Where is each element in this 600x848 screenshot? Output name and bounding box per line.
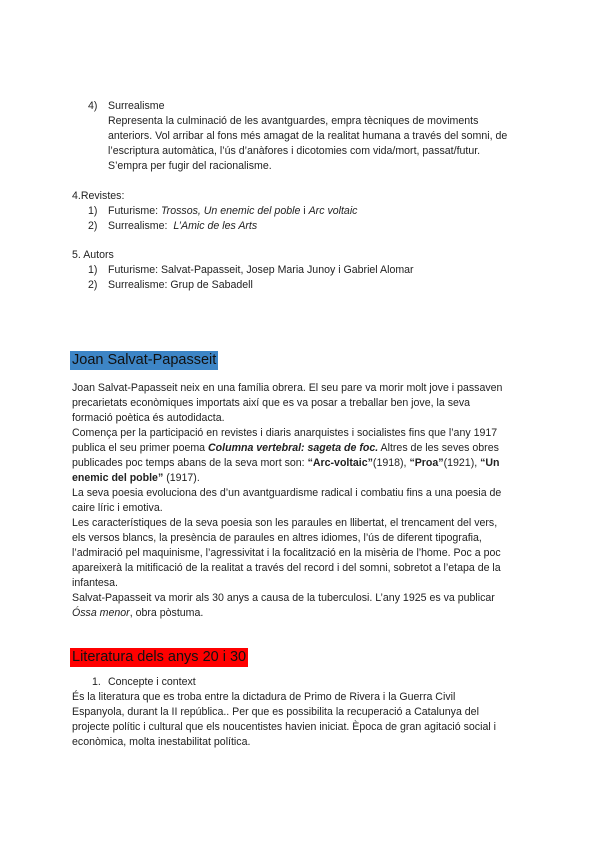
list-number: 1) — [88, 264, 98, 276]
paragraph-line: publicades poc temps abans de la seva mort son: “Arc-voltaic”(1918), “Proa”(1921), “Un — [72, 457, 500, 469]
paragraph-line: infantesa. — [72, 577, 118, 589]
paragraph-line: precarietats econòmiques importats així que es va posar a treballar ben jove, la seva — [72, 397, 471, 409]
section-heading: 5. Autors — [72, 249, 114, 261]
list-number: 4) — [88, 100, 98, 112]
paragraph-line: Espanyola, durant la II república.. Per que es possibilita la recuperació a Catalunya del — [72, 706, 479, 718]
list-number: 1) — [88, 205, 98, 217]
paragraph-line: caire líric i emotiva. — [72, 502, 163, 514]
list-number: 2) — [88, 220, 98, 232]
paragraph-line: publica el seu primer poema Columna vertebral: sageta de foc. Altres de les seves obres — [72, 442, 499, 454]
paragraph-line: S’empra per fugir del racionalisme. — [108, 160, 272, 172]
list-item: Futurisme: Salvat-Papasseit, Josep Maria Junoy i Gabriel Alomar — [108, 264, 414, 276]
paragraph-line: Salvat-Papasseit va morir als 30 anys a causa de la tuberculosi. L’any 1925 es va publicar — [72, 592, 495, 604]
paragraph-line: apareixerà la mitificació de la realitat a través del record i del somni, sobretot a l’etapa de la — [72, 562, 501, 574]
section-heading-highlighted: Joan Salvat-Papasseit — [72, 352, 217, 368]
paragraph-line: l’admiració pel maquinisme, l’agressivitat i la focalització en la misèria de l’home. Poc a poc — [72, 547, 501, 559]
list-item: Futurisme: Trossos, Un enemic del poble i Arc voltaic — [108, 205, 358, 217]
paragraph-line: La seva poesia evoluciona des d’un avantguardisme radical i combatiu fins a una poesia de — [72, 487, 502, 499]
paragraph-line: Les característiques de la seva poesia son les paraules en llibertat, el trencament del vers, — [72, 517, 498, 529]
paragraph-line: anteriors. Vol arribar al fons més amagat de la realitat humana a través del somni, de — [108, 130, 508, 142]
paragraph-line: projecte polític i cultural que els noucentistes havien iniciat. Època de gran agitació social i — [72, 721, 496, 733]
paragraph-line: Comença per la participació en revistes i diaris anarquistes i socialistes fins que l’any 1917 — [72, 427, 498, 439]
list-item: Surrealisme: L’Amic de les Arts — [108, 220, 258, 232]
paragraph-line: Óssa menor, obra pòstuma. — [72, 607, 204, 619]
list-item-title: Concepte i context — [108, 676, 196, 688]
section-heading-highlighted: Literatura dels anys 20 i 30 — [72, 649, 247, 665]
list-number: 2) — [88, 279, 98, 291]
list-item-title: Surrealisme — [108, 100, 165, 112]
paragraph-line: Representa la culminació de les avantguardes, empra tècniques de moviments — [108, 115, 479, 127]
paragraph-line: formació poètica és autodidacta. — [72, 412, 225, 424]
list-item: Surrealisme: Grup de Sabadell — [108, 279, 253, 291]
paragraph-line: l’escriptura automàtica, l’ús d’anàfores i dicotomies com vida/mort, passat/futur. — [108, 145, 481, 157]
paragraph-line: els versos blancs, la presència de paraules en altres idiomes, l’ús de diferent tipografia, — [72, 532, 482, 544]
section-heading: 4.Revistes: — [72, 190, 125, 202]
paragraph-line: enemic del poble” (1917). — [72, 472, 200, 484]
paragraph-line: És la literatura que es troba entre la dictadura de Primo de Rivera i la Guerra Civil — [72, 691, 456, 703]
paragraph-line: econòmica, molta inestabilitat política. — [72, 736, 251, 748]
list-number: 1. — [92, 676, 101, 688]
paragraph-line: Joan Salvat-Papasseit neix en una família obrera. El seu pare va morir molt jove i passaven — [72, 382, 503, 394]
